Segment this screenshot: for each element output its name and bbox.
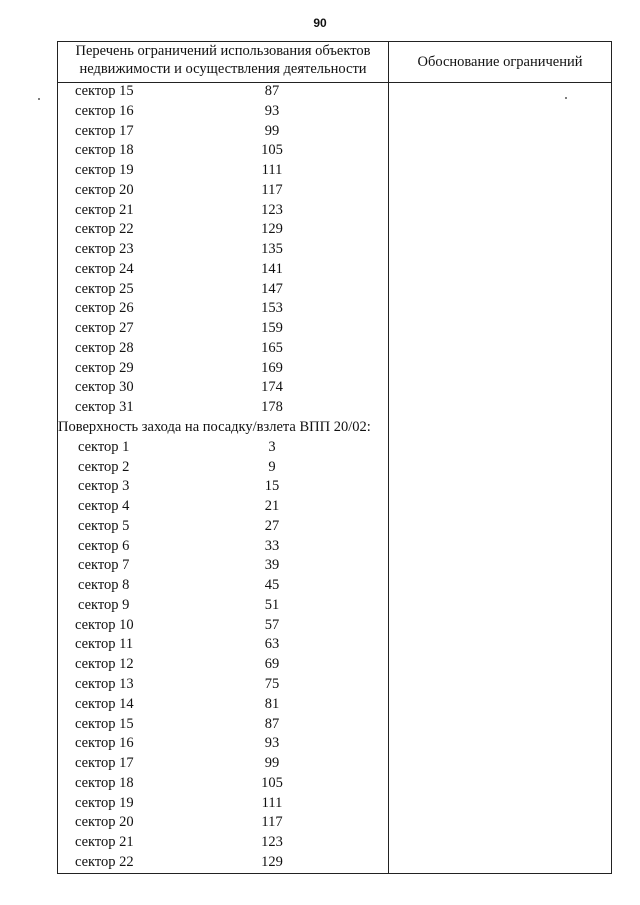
table-row	[58, 497, 388, 517]
sector-value: 159	[261, 320, 283, 337]
table-row	[58, 517, 388, 537]
table-row	[58, 161, 388, 181]
table-body	[58, 82, 388, 873]
sector-label: сектор 31	[75, 399, 134, 416]
sector-label: сектор 30	[75, 379, 134, 396]
sector-label: сектор 29	[75, 359, 134, 376]
table-row	[58, 675, 388, 695]
table-row	[58, 280, 388, 300]
sector-label: сектор 12	[75, 656, 134, 673]
sector-value: 99	[264, 122, 280, 139]
header-left-line1: Перечень ограничений использования объектов	[75, 43, 371, 59]
sector-value: 33	[264, 537, 280, 554]
table-row	[58, 556, 388, 576]
table-row	[58, 616, 388, 636]
sector-value: 3	[268, 438, 276, 455]
sector-value: 178	[261, 399, 283, 416]
sector-value: 153	[261, 300, 283, 317]
sector-value: 99	[264, 755, 280, 772]
table-row	[58, 82, 388, 102]
sector-label: сектор 28	[75, 339, 134, 356]
sector-label: сектор 23	[75, 241, 134, 258]
sector-value: 27	[264, 517, 280, 534]
header-restrictions-list	[58, 43, 388, 82]
sector-value: 117	[261, 814, 283, 831]
sector-value: 75	[264, 675, 280, 692]
sector-label: сектор 27	[75, 320, 134, 337]
sector-value: 123	[261, 834, 283, 851]
table-row	[58, 141, 388, 161]
sector-label: сектор 14	[75, 695, 134, 712]
sector-label: сектор 13	[75, 675, 134, 692]
sector-label: сектор 20	[75, 181, 134, 198]
sector-value: 81	[264, 695, 280, 712]
table-row	[58, 122, 388, 142]
table-row	[58, 240, 388, 260]
table-row	[58, 477, 388, 497]
sector-label: сектор 21	[75, 201, 134, 218]
sector-value: 39	[264, 557, 280, 574]
table-row	[58, 398, 388, 418]
scan-speck	[565, 97, 567, 99]
sector-label: сектор 18	[75, 142, 134, 159]
column-divider	[388, 42, 389, 873]
sector-value: 57	[264, 616, 280, 633]
table-row	[58, 833, 388, 853]
table-row	[58, 655, 388, 675]
sector-label: сектор 19	[75, 794, 134, 811]
sector-label: сектор 22	[75, 221, 134, 238]
sector-label: сектор 6	[78, 537, 130, 554]
sector-value: 129	[261, 853, 283, 870]
sector-label: сектор 8	[78, 577, 130, 594]
table-row	[58, 339, 388, 359]
table-row	[58, 438, 388, 458]
header-left-line2: недвижимости и осуществления деятельности	[79, 60, 367, 77]
sector-value: 165	[261, 339, 283, 356]
section-heading: Поверхность захода на посадку/взлета ВПП 20/02:	[58, 419, 371, 436]
table-row	[58, 813, 388, 833]
scan-speck	[38, 98, 40, 100]
sector-value: 9	[268, 458, 276, 475]
table-row	[58, 102, 388, 122]
sector-label: сектор 26	[75, 300, 134, 317]
sector-value: 87	[264, 83, 280, 99]
sector-value: 45	[264, 577, 280, 594]
sector-label: сектор 17	[75, 755, 134, 772]
page-number: 90	[313, 16, 327, 30]
section-heading-row	[58, 418, 388, 438]
table-row	[58, 596, 388, 616]
table-row	[58, 853, 388, 873]
sector-label: сектор 7	[78, 557, 130, 574]
sector-value: 111	[261, 162, 283, 179]
sector-label: сектор 15	[75, 83, 134, 99]
sector-label: сектор 16	[75, 102, 134, 119]
sector-value: 169	[261, 359, 283, 376]
table-row	[58, 754, 388, 774]
sector-label: сектор 9	[78, 596, 130, 613]
sector-label: сектор 25	[75, 280, 134, 297]
sector-value: 105	[261, 142, 283, 159]
sector-value: 147	[261, 280, 283, 297]
sector-value: 111	[261, 794, 283, 811]
sector-value: 105	[261, 774, 283, 791]
sector-label: сектор 11	[75, 636, 134, 653]
sector-value: 141	[261, 260, 283, 277]
sector-label: сектор 15	[75, 715, 134, 732]
sector-label: сектор 1	[78, 438, 130, 455]
table-row	[58, 378, 388, 398]
table-row	[58, 458, 388, 478]
sector-value: 15	[264, 478, 280, 495]
table-row	[58, 181, 388, 201]
sector-value: 174	[261, 379, 283, 396]
sector-label: сектор 5	[78, 517, 130, 534]
table-row	[58, 201, 388, 221]
sector-label: сектор 16	[75, 735, 134, 752]
table-row	[58, 794, 388, 814]
sector-value: 63	[264, 636, 280, 653]
sector-value: 87	[264, 715, 280, 732]
sector-label: сектор 2	[78, 458, 130, 475]
table-row	[58, 715, 388, 735]
sector-value: 123	[261, 201, 283, 218]
sector-label: сектор 22	[75, 853, 134, 870]
table-row	[58, 695, 388, 715]
table-row	[58, 537, 388, 557]
sector-label: сектор 21	[75, 834, 134, 851]
sector-label: сектор 20	[75, 814, 134, 831]
sector-label: сектор 17	[75, 122, 134, 139]
table-row	[58, 220, 388, 240]
sector-label: сектор 3	[78, 478, 130, 495]
sector-value: 69	[264, 656, 280, 673]
restrictions-table	[57, 41, 612, 874]
sector-value: 135	[261, 241, 283, 258]
sector-label: сектор 18	[75, 774, 134, 791]
table-row	[58, 260, 388, 280]
sector-value: 129	[261, 221, 283, 238]
sector-label: сектор 10	[75, 616, 134, 633]
header-justification: Обоснование ограничений	[417, 54, 583, 70]
table-row	[58, 319, 388, 339]
sector-label: сектор 4	[78, 498, 130, 515]
sector-label: сектор 24	[75, 260, 134, 277]
sector-value: 93	[264, 735, 280, 752]
table-row	[58, 576, 388, 596]
table-row	[58, 635, 388, 655]
table-row	[58, 734, 388, 754]
table-row	[58, 359, 388, 379]
table-row	[58, 299, 388, 319]
table-row	[58, 774, 388, 794]
sector-value: 117	[261, 181, 283, 198]
sector-value: 93	[264, 102, 280, 119]
sector-label: сектор 19	[75, 162, 134, 179]
sector-value: 21	[264, 498, 280, 515]
sector-value: 51	[264, 596, 280, 613]
